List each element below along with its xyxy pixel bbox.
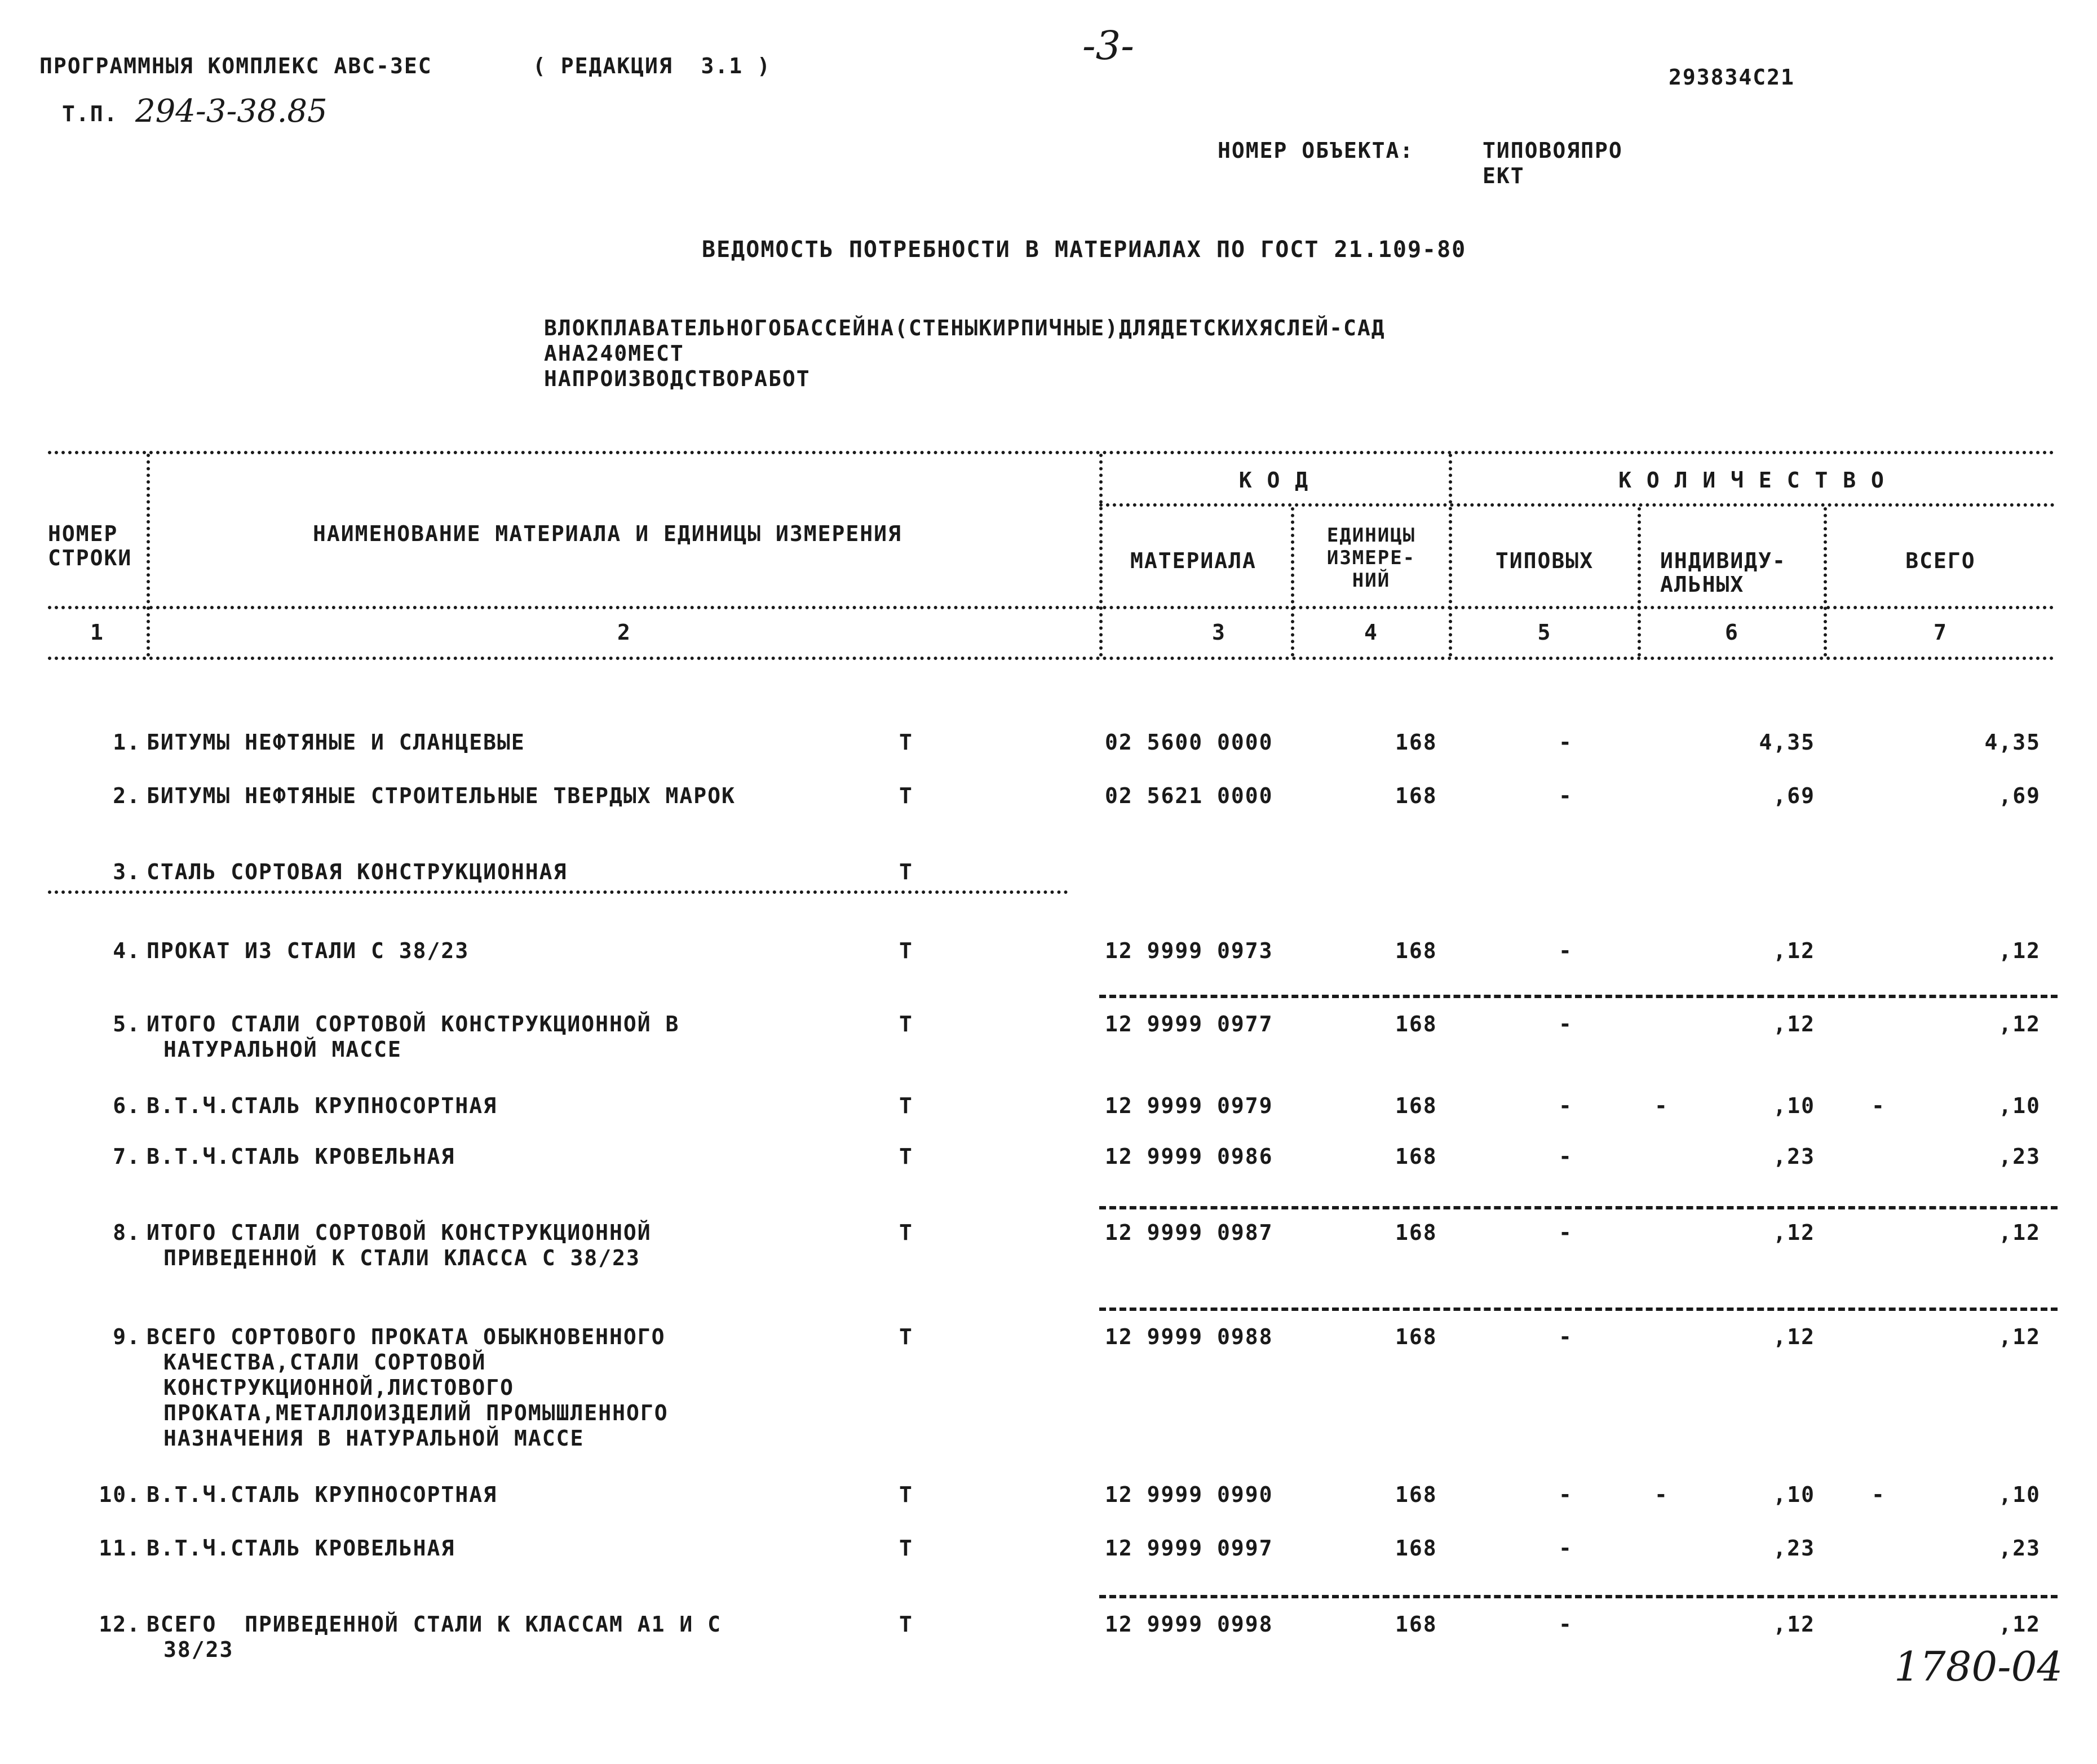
row-qty-individual: ,23	[1773, 1536, 1815, 1561]
row-qty-individual: ,12	[1773, 1612, 1815, 1637]
row-name-line: ВСЕГО СОРТОВОГО ПРОКАТА ОБЫКНОВЕННОГО	[147, 1324, 666, 1349]
row-unit-code: 168	[1395, 1536, 1437, 1561]
tp-prefix: Т.П.	[62, 101, 118, 126]
row-number: 10.	[99, 1482, 141, 1507]
handwritten-signature: 1780-04	[1894, 1643, 2063, 1690]
row-material-code: 12 9999 0979	[1105, 1093, 1273, 1118]
row-name-line: ВСЕГО ПРИВЕДЕННОЙ СТАЛИ К КЛАССАМ А1 И С	[147, 1612, 722, 1637]
row-material-code: 02 5600 0000	[1105, 730, 1273, 755]
subtotal-rule	[1099, 1206, 2058, 1209]
row-unit-code: 168	[1395, 783, 1437, 808]
row-qty-typical: -	[1559, 1612, 1573, 1637]
row-qty-typical: -	[1559, 1144, 1573, 1169]
row-unit: Т	[899, 859, 913, 884]
row-qty-total: ,12	[1998, 1220, 2041, 1245]
row-name-line: НАЗНАЧЕНИЯ В НАТУРАЛЬНОЙ МАССЕ	[163, 1426, 585, 1451]
row-unit: Т	[899, 1324, 913, 1349]
header-row-no-2: СТРОКИ	[48, 546, 132, 570]
row-material-code: 12 9999 0990	[1105, 1482, 1273, 1507]
row-unit-code: 168	[1395, 730, 1437, 755]
doc-code: 293834С21	[1669, 65, 1795, 90]
subtotal-rule	[1099, 995, 2058, 998]
row-number: 5.	[113, 1012, 141, 1036]
row-name-line: ИТОГО СТАЛИ СОРТОВОЙ КОНСТРУКЦИОННОЙ В	[147, 1012, 680, 1036]
row-number: 11.	[99, 1536, 141, 1561]
row-qty-typical: -	[1559, 1220, 1573, 1245]
row-name-line: В.Т.Ч.СТАЛЬ КРУПНОСОРТНАЯ	[147, 1482, 497, 1507]
row-material-code: 12 9999 0988	[1105, 1324, 1273, 1349]
row-number: 4.	[113, 938, 141, 963]
row-qty-typical: -	[1559, 783, 1573, 808]
row-name-line: В.Т.Ч.СТАЛЬ КРОВЕЛЬНАЯ	[147, 1144, 455, 1169]
row-qty-typical: -	[1559, 1012, 1573, 1036]
row-number: 8.	[113, 1220, 141, 1245]
colnum-3: 3	[1212, 620, 1226, 645]
row-unit-code: 168	[1395, 938, 1437, 963]
row-material-code: 12 9999 0973	[1105, 938, 1273, 963]
row-unit-code: 168	[1395, 1220, 1437, 1245]
row-unit: Т	[899, 1144, 913, 1169]
header-row-no-1: НОМЕР	[48, 521, 118, 546]
row-unit-code: 168	[1395, 1482, 1437, 1507]
row-unit: Т	[899, 938, 913, 963]
row-unit: Т	[899, 1612, 913, 1637]
object-value-2: ЕКТ	[1483, 163, 1525, 188]
row-material-code: 12 9999 0987	[1105, 1220, 1273, 1245]
row-qty-total: ,23	[1998, 1536, 2041, 1561]
row-qty-individual: ,12	[1773, 938, 1815, 963]
header-quantity: К О Л И Ч Е С Т В О	[1618, 468, 1885, 493]
row-number: 1.	[113, 730, 141, 755]
row-material-code: 02 5621 0000	[1105, 783, 1273, 808]
row-material-code: 12 9999 0997	[1105, 1536, 1273, 1561]
page-number: -3-	[1082, 23, 1134, 69]
subtitle-1: ВЛОКПЛАВАТЕЛЬНОГОБАССЕЙНА(СТЕНЫКИРПИЧНЫЕ)ДЛЯДЕТСКИХЯСЛЕЙ-САД	[544, 316, 1386, 340]
header-qty-individual-2: АЛЬНЫХ	[1660, 572, 1745, 597]
row-unit: Т	[899, 783, 913, 808]
row-name-line: КОНСТРУКЦИОННОЙ,ЛИСТОВОГО	[163, 1375, 514, 1400]
colnum-2: 2	[617, 620, 631, 645]
colnum-5: 5	[1537, 620, 1552, 645]
object-value-1: ТИПОВОЯПРО	[1483, 138, 1623, 163]
row-unit-code: 168	[1395, 1324, 1437, 1349]
section-underline	[48, 890, 1068, 894]
row-unit: Т	[899, 1220, 913, 1245]
row-qty-typical: -	[1559, 730, 1573, 755]
header-qty-typical: ТИПОВЫХ	[1495, 548, 1594, 573]
row-name-line: НАТУРАЛЬНОЙ МАССЕ	[163, 1037, 402, 1062]
row-number: 6.	[113, 1093, 141, 1118]
header-rule-top	[48, 451, 2055, 454]
row-material-code: 12 9999 0986	[1105, 1144, 1273, 1169]
row-qty-typical: -	[1559, 1093, 1573, 1118]
row-name-line: В.Т.Ч.СТАЛЬ КРОВЕЛЬНАЯ	[147, 1536, 455, 1561]
subtotal-rule	[1099, 1308, 2058, 1311]
row-number: 9.	[113, 1324, 141, 1349]
header-qty-total: ВСЕГО	[1905, 548, 1976, 573]
row-qty-individual: ,23	[1773, 1144, 1815, 1169]
row-material-code: 12 9999 0998	[1105, 1612, 1273, 1637]
row-qty-typical-extra: -	[1654, 1093, 1669, 1118]
header-rule-code	[1099, 503, 2055, 507]
row-qty-typical-extra: -	[1654, 1482, 1669, 1507]
row-qty-total: ,10	[1998, 1093, 2041, 1118]
object-label: НОМЕР ОБЪЕКТА:	[1218, 138, 1414, 163]
row-number: 2.	[113, 783, 141, 808]
subtitle-2: АНА240МЕСТ	[544, 341, 684, 366]
row-qty-total: ,10	[1998, 1482, 2041, 1507]
row-qty-typical: -	[1559, 1482, 1573, 1507]
row-unit: Т	[899, 1093, 913, 1118]
row-qty-individual-extra: -	[1872, 1093, 1886, 1118]
row-qty-individual: ,12	[1773, 1220, 1815, 1245]
row-name-line: ИТОГО СТАЛИ СОРТОВОЙ КОНСТРУКЦИОННОЙ	[147, 1220, 652, 1245]
row-name-line: 38/23	[163, 1637, 234, 1662]
row-name-line: ПРОКАТ ИЗ СТАЛИ С 38/23	[147, 938, 470, 963]
header-name: НАИМЕНОВАНИЕ МАТЕРИАЛА И ЕДИНИЦЫ ИЗМЕРЕНИЯ	[313, 521, 902, 546]
row-number: 7.	[113, 1144, 141, 1169]
tp-number: 294-3-38.85	[135, 93, 328, 130]
row-name-line: В.Т.Ч.СТАЛЬ КРУПНОСОРТНАЯ	[147, 1093, 497, 1118]
row-qty-individual-extra: -	[1872, 1482, 1886, 1507]
row-qty-individual: ,10	[1773, 1093, 1815, 1118]
row-qty-individual: 4,35	[1759, 730, 1815, 755]
row-number: 3.	[113, 859, 141, 884]
row-unit: Т	[899, 1482, 913, 1507]
row-qty-total: ,69	[1998, 783, 2041, 808]
row-qty-individual: ,12	[1773, 1324, 1815, 1349]
row-qty-individual: ,12	[1773, 1012, 1815, 1036]
row-unit-code: 168	[1395, 1012, 1437, 1036]
program-name: ПРОГРАММНЫЯ КОМПЛЕКС АВС-3ЕС	[39, 54, 432, 78]
header-code-unit-1: ЕДИНИЦЫ	[1326, 524, 1416, 547]
row-qty-typical: -	[1559, 1536, 1573, 1561]
document-title: ВЕДОМОСТЬ ПОТРЕБНОСТИ В МАТЕРИАЛАХ ПО ГОСТ 21.109-80	[702, 237, 1467, 263]
header-code-unit-3: НИЙ	[1352, 569, 1391, 592]
colnum-6: 6	[1725, 620, 1739, 645]
header-rule-bottom	[48, 657, 2055, 660]
row-unit-code: 168	[1395, 1612, 1437, 1637]
row-qty-typical: -	[1559, 938, 1573, 963]
colnum-4: 4	[1364, 620, 1378, 645]
row-qty-typical: -	[1559, 1324, 1573, 1349]
row-qty-individual: ,10	[1773, 1482, 1815, 1507]
row-qty-total: ,12	[1998, 1612, 2041, 1637]
row-unit-code: 168	[1395, 1144, 1437, 1169]
row-name-line: БИТУМЫ НЕФТЯНЫЕ И СЛАНЦЕВЫЕ	[147, 730, 525, 755]
colnum-7: 7	[1934, 620, 1948, 645]
row-qty-total: ,12	[1998, 938, 2041, 963]
header-rule-mid	[48, 606, 2055, 609]
row-name-line: ПРИВЕДЕННОЙ К СТАЛИ КЛАССА С 38/23	[163, 1246, 640, 1270]
row-name-line: КАЧЕСТВА,СТАЛИ СОРТОВОЙ	[163, 1350, 486, 1375]
header-qty-individual-1: ИНДИВИДУ-	[1660, 548, 1786, 573]
subtotal-rule	[1099, 1595, 2058, 1598]
row-unit: Т	[899, 1012, 913, 1036]
subtitle-3: НАПРОИЗВОДСТВОРАБОТ	[544, 366, 811, 391]
row-unit-code: 168	[1395, 1093, 1437, 1118]
row-qty-total: ,12	[1998, 1012, 2041, 1036]
row-unit: Т	[899, 1536, 913, 1561]
header-code-material: МАТЕРИАЛА	[1130, 548, 1257, 573]
row-name-line: СТАЛЬ СОРТОВАЯ КОНСТРУКЦИОННАЯ	[147, 859, 568, 884]
row-qty-total: 4,35	[1984, 730, 2041, 755]
header-code-unit-2: ИЗМЕРЕ-	[1326, 547, 1416, 569]
row-unit: Т	[899, 730, 913, 755]
row-name-line: БИТУМЫ НЕФТЯНЫЕ СТРОИТЕЛЬНЫЕ ТВЕРДЫХ МАРОК	[147, 783, 736, 808]
row-qty-total: ,23	[1998, 1144, 2041, 1169]
header-code: К О Д	[1238, 468, 1309, 493]
edition: ( РЕДАКЦИЯ 3.1 )	[533, 54, 771, 78]
row-name-line: ПРОКАТА,МЕТАЛЛОИЗДЕЛИЙ ПРОМЫШЛЕННОГО	[163, 1400, 669, 1425]
row-number: 12.	[99, 1612, 141, 1637]
colnum-1: 1	[90, 620, 104, 645]
row-material-code: 12 9999 0977	[1105, 1012, 1273, 1036]
row-qty-total: ,12	[1998, 1324, 2041, 1349]
row-qty-individual: ,69	[1773, 783, 1815, 808]
